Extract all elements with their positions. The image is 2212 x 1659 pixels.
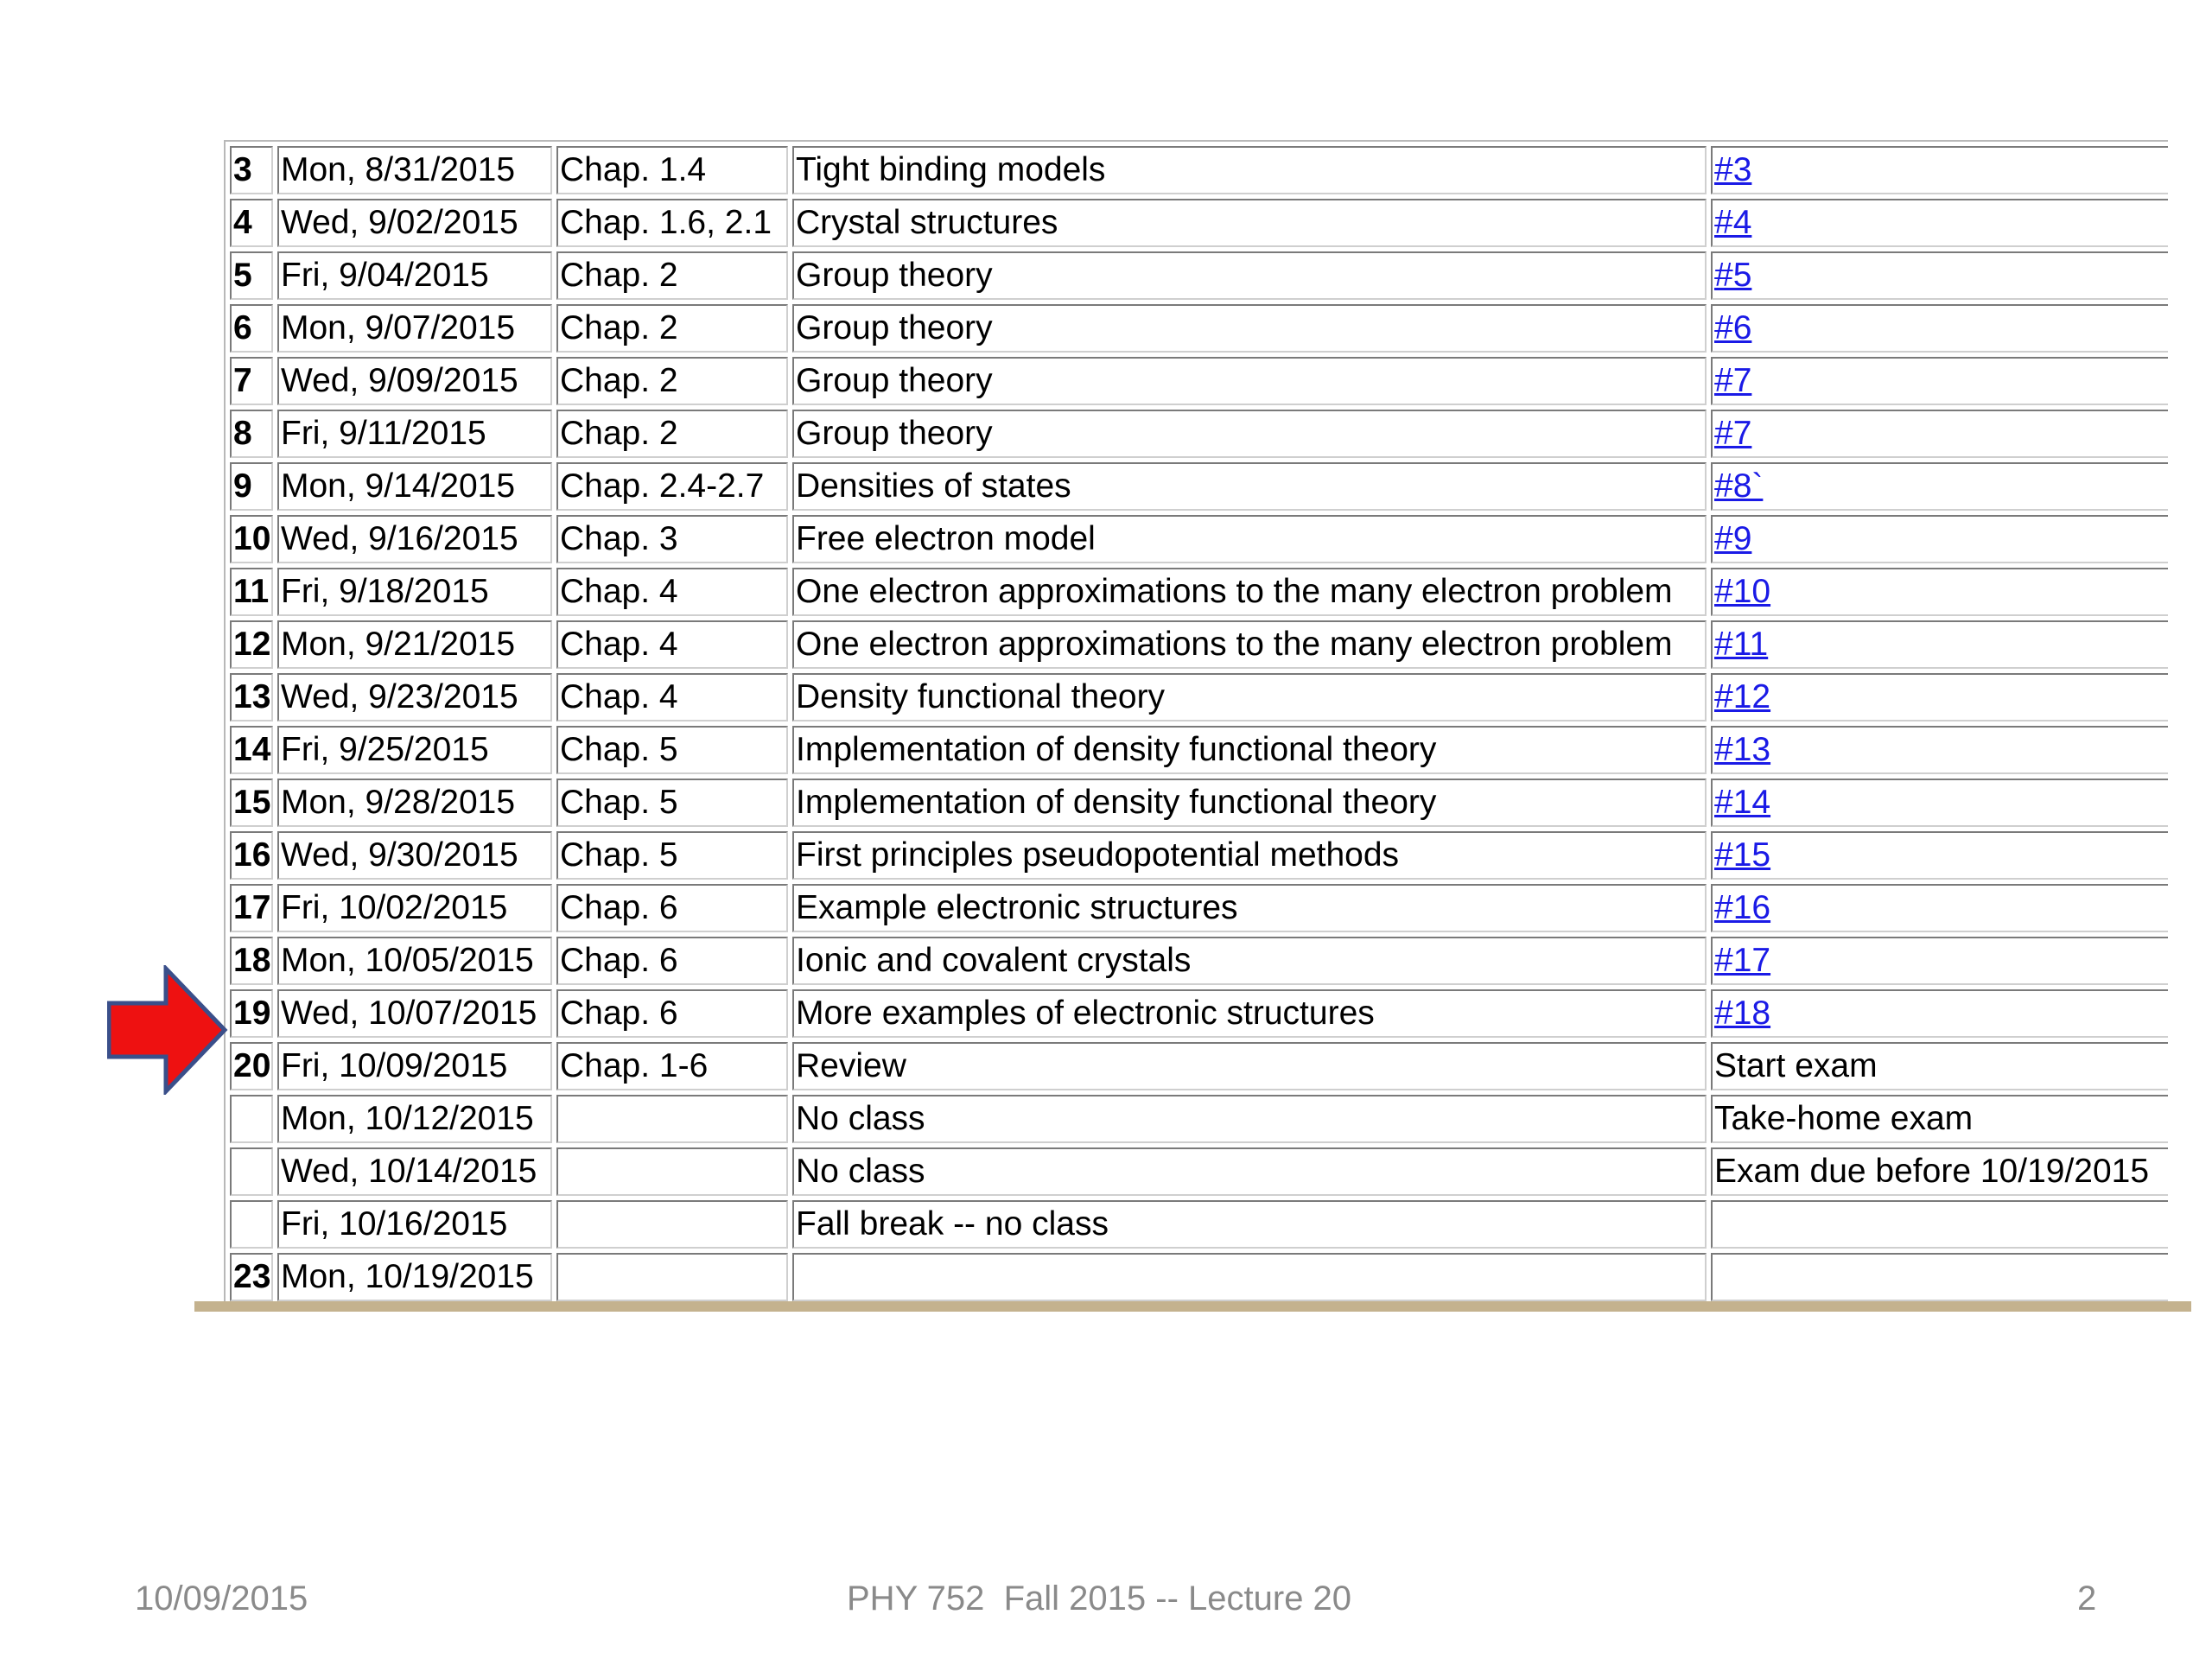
assignment-cell [1711, 304, 2168, 353]
chapter-cell: Chap. 2 [556, 251, 788, 300]
lecture-number-cell: 23 [230, 1253, 273, 1301]
date-cell: Mon, 8/31/2015 [277, 146, 552, 194]
homework-link[interactable]: #13 [1714, 731, 1771, 768]
topic-cell: Crystal structures [792, 199, 1707, 247]
chapter-cell: Chap. 5 [556, 779, 788, 827]
chapter-cell: Chap. 1.6, 2.1 [556, 199, 788, 247]
assignment-cell [1711, 989, 2168, 1038]
topic-cell: Implementation of density functional theory [792, 726, 1707, 774]
assignment-cell [1711, 1200, 2168, 1249]
topic-cell: Fall break -- no class [792, 1200, 1707, 1249]
date-cell: Fri, 10/09/2015 [277, 1042, 552, 1090]
date-cell: Mon, 9/14/2015 [277, 462, 552, 511]
chapter-cell: Chap. 2.4-2.7 [556, 462, 788, 511]
homework-link[interactable]: #12 [1714, 678, 1771, 715]
assignment-cell [1711, 726, 2168, 774]
table-row [230, 726, 2168, 774]
date-cell: Wed, 10/14/2015 [277, 1147, 552, 1196]
date-cell: Mon, 10/05/2015 [277, 937, 552, 985]
homework-link[interactable]: #11 [1714, 626, 1769, 663]
table-row [230, 1253, 2168, 1301]
assignment-cell: Take-home exam [1711, 1095, 2168, 1143]
date-cell: Wed, 9/02/2015 [277, 199, 552, 247]
footer-title: PHY 752 Fall 2015 -- Lecture 20 [847, 1580, 1352, 1618]
assignment-cell [1711, 462, 2168, 511]
schedule-table-container [224, 140, 2168, 1305]
homework-link[interactable]: #4 [1714, 204, 1752, 241]
lecture-number-cell: 20 [230, 1042, 273, 1090]
lecture-number-cell: 11 [230, 568, 273, 616]
assignment-cell: Exam due before 10/19/2015 [1711, 1147, 2168, 1196]
table-row [230, 251, 2168, 300]
chapter-cell [556, 1253, 788, 1301]
lecture-number-cell [230, 1200, 273, 1249]
table-row [230, 937, 2168, 985]
homework-link[interactable]: #15 [1714, 836, 1771, 874]
homework-link[interactable]: #3 [1714, 151, 1752, 188]
chapter-cell [556, 1200, 788, 1249]
table-row [230, 779, 2168, 827]
lecture-number-cell [230, 1147, 273, 1196]
lecture-number-cell: 6 [230, 304, 273, 353]
topic-cell: Ionic and covalent crystals [792, 937, 1707, 985]
chapter-cell: Chap. 1-6 [556, 1042, 788, 1090]
lecture-number-cell: 7 [230, 357, 273, 405]
table-row [230, 1095, 2168, 1143]
table-row [230, 620, 2168, 669]
table-row [230, 1042, 2168, 1090]
table-row [230, 357, 2168, 405]
homework-link[interactable]: #7 [1714, 415, 1752, 452]
lecture-number-cell: 13 [230, 673, 273, 721]
lecture-number-cell: 4 [230, 199, 273, 247]
chapter-cell [556, 1147, 788, 1196]
topic-cell: Free electron model [792, 515, 1707, 563]
assignment-cell [1711, 357, 2168, 405]
lecture-number-cell: 10 [230, 515, 273, 563]
homework-link[interactable]: #16 [1714, 889, 1771, 926]
topic-cell: No class [792, 1095, 1707, 1143]
assignment-cell [1711, 568, 2168, 616]
table-row [230, 831, 2168, 880]
lecture-number-cell: 17 [230, 884, 273, 932]
arrow-shape [109, 969, 225, 1091]
table-row [230, 673, 2168, 721]
table-row [230, 146, 2168, 194]
lecture-number-cell: 12 [230, 620, 273, 669]
topic-cell: Group theory [792, 251, 1707, 300]
table-row [230, 462, 2168, 511]
topic-cell: Group theory [792, 357, 1707, 405]
date-cell: Fri, 10/16/2015 [277, 1200, 552, 1249]
table-row [230, 410, 2168, 458]
chapter-cell: Chap. 2 [556, 304, 788, 353]
lecture-number-cell: 18 [230, 937, 273, 985]
chapter-cell: Chap. 2 [556, 410, 788, 458]
date-cell: Wed, 9/30/2015 [277, 831, 552, 880]
topic-cell: One electron approximations to the many electron problem [792, 568, 1707, 616]
chapter-cell: Chap. 5 [556, 726, 788, 774]
date-cell: Fri, 9/11/2015 [277, 410, 552, 458]
topic-cell: Implementation of density functional theory [792, 779, 1707, 827]
date-cell: Fri, 9/04/2015 [277, 251, 552, 300]
chapter-cell: Chap. 4 [556, 568, 788, 616]
date-cell: Wed, 9/09/2015 [277, 357, 552, 405]
homework-link[interactable]: #14 [1714, 784, 1771, 821]
assignment-cell [1711, 410, 2168, 458]
chapter-cell: Chap. 4 [556, 620, 788, 669]
assignment-cell [1711, 620, 2168, 669]
topic-cell: Group theory [792, 410, 1707, 458]
homework-link[interactable]: #6 [1714, 309, 1752, 346]
highlight-arrow-icon [107, 965, 228, 1095]
chapter-cell: Chap. 6 [556, 989, 788, 1038]
topic-cell: Density functional theory [792, 673, 1707, 721]
assignment-cell [1711, 937, 2168, 985]
chapter-cell: Chap. 2 [556, 357, 788, 405]
topic-cell: No class [792, 1147, 1707, 1196]
assignment-cell [1711, 831, 2168, 880]
homework-link[interactable]: #9 [1714, 520, 1752, 557]
topic-cell: First principles pseudopotential methods [792, 831, 1707, 880]
assignment-cell [1711, 251, 2168, 300]
date-cell: Mon, 9/28/2015 [277, 779, 552, 827]
chapter-cell: Chap. 6 [556, 884, 788, 932]
date-cell: Fri, 10/02/2015 [277, 884, 552, 932]
footer-page-number: 2 [2077, 1580, 2097, 1618]
schedule-table [224, 140, 2168, 1305]
assignment-cell [1711, 884, 2168, 932]
table-row [230, 1200, 2168, 1249]
date-cell: Mon, 10/12/2015 [277, 1095, 552, 1143]
assignment-cell [1711, 199, 2168, 247]
slide-divider-bar [194, 1301, 2191, 1312]
table-row [230, 304, 2168, 353]
date-cell: Mon, 9/21/2015 [277, 620, 552, 669]
assignment-cell: Start exam [1711, 1042, 2168, 1090]
topic-cell: Group theory [792, 304, 1707, 353]
table-row [230, 568, 2168, 616]
homework-link[interactable]: #18 [1714, 995, 1771, 1032]
date-cell: Fri, 9/25/2015 [277, 726, 552, 774]
table-row [230, 199, 2168, 247]
topic-cell: One electron approximations to the many electron problem [792, 620, 1707, 669]
chapter-cell: Chap. 4 [556, 673, 788, 721]
homework-link[interactable]: #7 [1714, 362, 1752, 399]
date-cell: Mon, 10/19/2015 [277, 1253, 552, 1301]
footer-date: 10/09/2015 [135, 1580, 308, 1618]
lecture-number-cell: 8 [230, 410, 273, 458]
lecture-number-cell: 16 [230, 831, 273, 880]
date-cell: Fri, 9/18/2015 [277, 568, 552, 616]
lecture-number-cell: 9 [230, 462, 273, 511]
chapter-cell: Chap. 3 [556, 515, 788, 563]
topic-cell: Example electronic structures [792, 884, 1707, 932]
date-cell: Mon, 9/07/2015 [277, 304, 552, 353]
homework-link[interactable]: #5 [1714, 257, 1752, 294]
lecture-number-cell: 15 [230, 779, 273, 827]
assignment-cell [1711, 515, 2168, 563]
homework-link[interactable]: #10 [1714, 573, 1771, 610]
assignment-cell [1711, 779, 2168, 827]
table-row [230, 884, 2168, 932]
topic-cell: Tight binding models [792, 146, 1707, 194]
date-cell: Wed, 9/23/2015 [277, 673, 552, 721]
lecture-number-cell: 14 [230, 726, 273, 774]
lecture-number-cell: 3 [230, 146, 273, 194]
lecture-number-cell: 19 [230, 989, 273, 1038]
chapter-cell: Chap. 5 [556, 831, 788, 880]
topic-cell: More examples of electronic structures [792, 989, 1707, 1038]
chapter-cell: Chap. 1.4 [556, 146, 788, 194]
table-row [230, 515, 2168, 563]
topic-cell [792, 1253, 1707, 1301]
lecture-number-cell: 5 [230, 251, 273, 300]
date-cell: Wed, 10/07/2015 [277, 989, 552, 1038]
table-row [230, 1147, 2168, 1196]
lecture-number-cell [230, 1095, 273, 1143]
assignment-cell [1711, 146, 2168, 194]
table-row-highlighted [230, 989, 2168, 1038]
topic-cell: Densities of states [792, 462, 1707, 511]
homework-link[interactable]: #8` [1714, 467, 1764, 505]
chapter-cell: Chap. 6 [556, 937, 788, 985]
chapter-cell [556, 1095, 788, 1143]
assignment-cell [1711, 673, 2168, 721]
date-cell: Wed, 9/16/2015 [277, 515, 552, 563]
assignment-cell [1711, 1253, 2168, 1301]
topic-cell: Review [792, 1042, 1707, 1090]
homework-link[interactable]: #17 [1714, 942, 1771, 979]
